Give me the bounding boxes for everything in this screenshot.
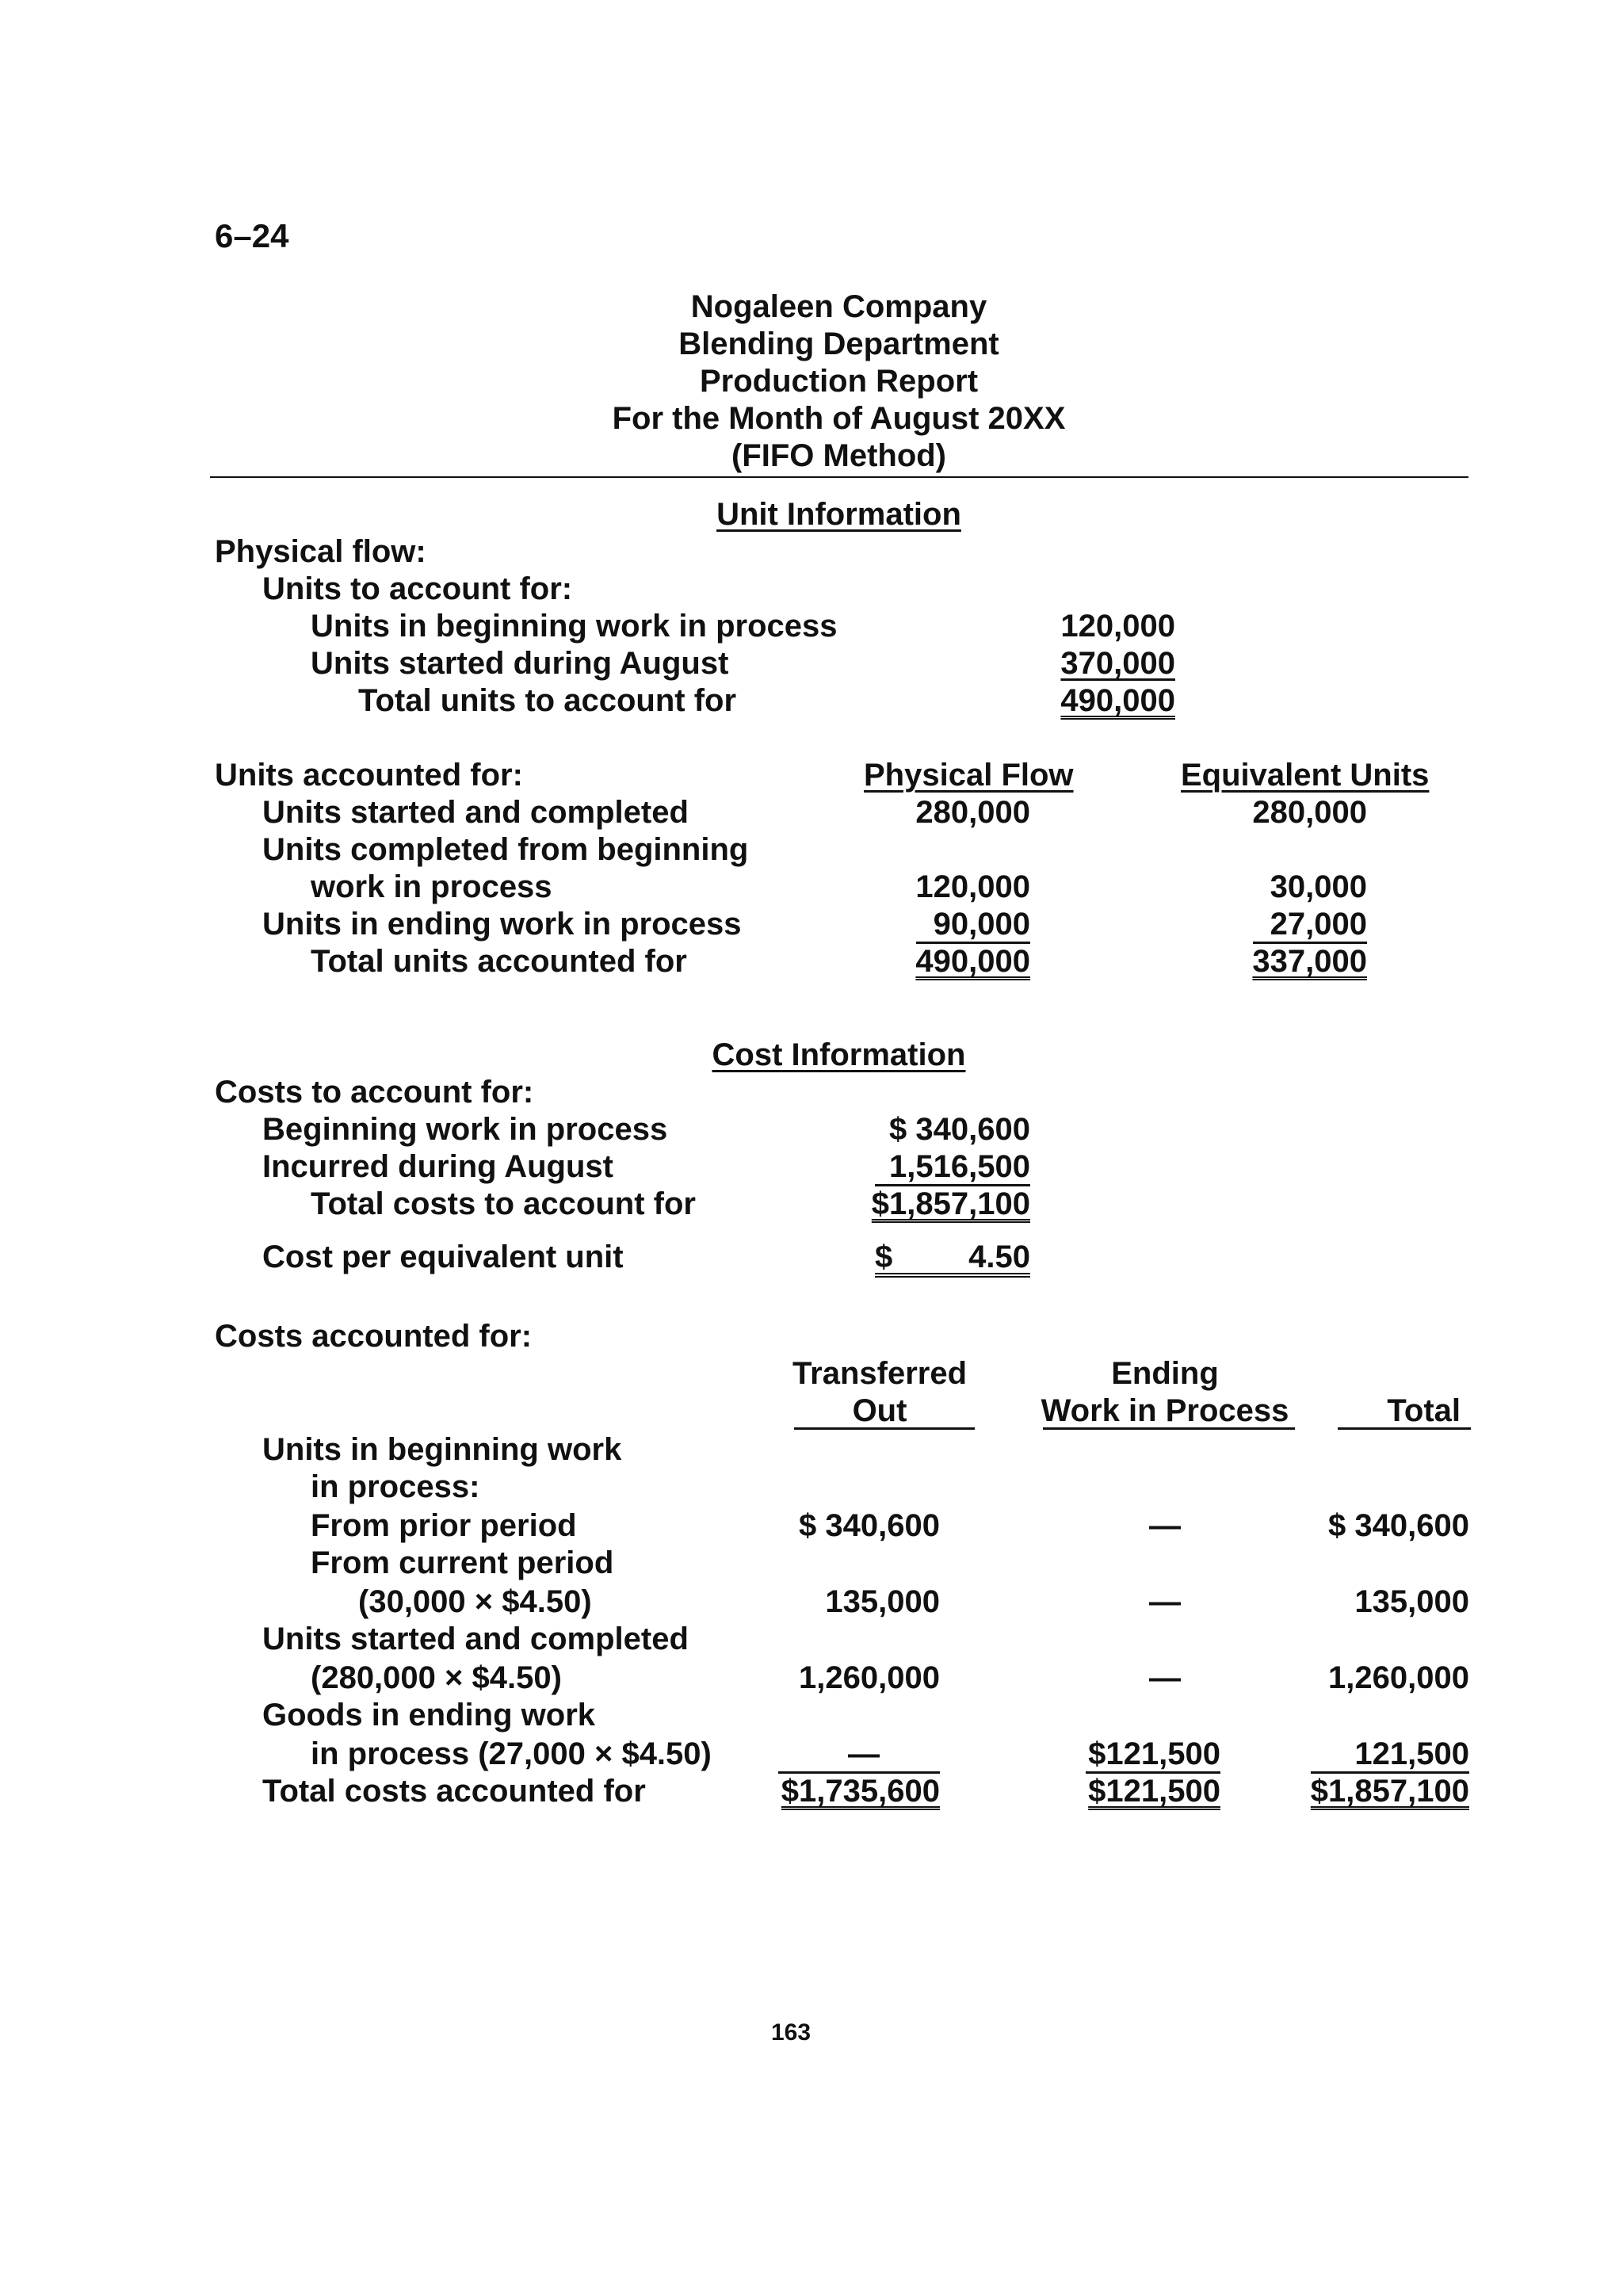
started-completed-cost-label: Units started and completed (262, 1622, 689, 1656)
ending-wip-units-physical: 90,000 (933, 907, 1030, 942)
current-period-calc: (30,000 × $4.50) (358, 1584, 592, 1619)
incurred-cost-value: 1,516,500 (889, 1149, 1030, 1184)
physical-flow-column-header: Physical Flow (864, 758, 1074, 793)
total-costs-to-account-label: Total costs to account for (311, 1186, 696, 1221)
ending-goods-ending: $121,500 (1088, 1736, 1220, 1771)
ending-wip-header: Ending (1111, 1356, 1219, 1391)
costs-to-account-label: Costs to account for: (215, 1075, 534, 1110)
started-completed-label: Units started and completed (262, 795, 689, 830)
company-name: Nogaleen Company (690, 289, 987, 324)
costs-accounted-label: Costs accounted for: (215, 1319, 533, 1354)
beginning-wip-cost-value: $ 340,600 (889, 1112, 1030, 1147)
completed-from-beginning-physical: 120,000 (915, 869, 1030, 904)
beginning-units-label: Units in beginning work (262, 1432, 622, 1467)
ending-goods-transferred: — (848, 1736, 880, 1771)
started-completed-ending: — (1149, 1660, 1181, 1695)
beginning-wip-value: 120,000 (1060, 609, 1175, 644)
started-completed-transferred: 1,260,000 (799, 1660, 940, 1695)
total-costs-accounted-label: Total costs accounted for (262, 1774, 646, 1809)
cost-per-eu-label: Cost per equivalent unit (262, 1240, 624, 1274)
total-costs-ending: $121,500 (1088, 1774, 1220, 1809)
physical-flow-label: Physical flow: (215, 534, 426, 569)
ending-wip-units-label: Units in ending work in process (262, 907, 742, 942)
report-method: (FIFO Method) (731, 438, 947, 473)
prior-period-label: From prior period (311, 1508, 577, 1543)
total-header: Total (1387, 1393, 1461, 1428)
equivalent-units-column-header: Equivalent Units (1181, 758, 1430, 793)
header-rule (210, 476, 1468, 478)
prior-period-ending: — (1149, 1508, 1181, 1543)
report-period: For the Month of August 20XX (612, 401, 1066, 436)
total-costs-transferred: $1,735,600 (781, 1774, 940, 1809)
transferred-out-header: Transferred (792, 1356, 968, 1391)
total-units-accounted-physical: 490,000 (915, 944, 1030, 979)
units-started-value: 370,000 (1060, 646, 1175, 681)
beginning-units-label-cont: in process: (311, 1469, 480, 1504)
prior-period-total: $ 340,600 (1328, 1508, 1469, 1543)
cost-per-eu-double-rule (875, 1273, 1030, 1278)
started-completed-physical: 280,000 (915, 795, 1030, 830)
ending-wip-header-cont: Work in Process (1041, 1393, 1289, 1428)
started-completed-cost-calc: (280,000 × $4.50) (311, 1660, 562, 1695)
current-period-total: 135,000 (1354, 1584, 1469, 1619)
problem-number: 6–24 (215, 217, 289, 254)
completed-from-beginning-label-cont: work in process (311, 869, 552, 904)
units-accounted-label: Units accounted for: (215, 758, 523, 793)
ending-goods-label: Goods in ending work (262, 1698, 595, 1733)
cost-per-eu-value: 4.50 (968, 1240, 1030, 1274)
ending-wip-units-equivalent: 27,000 (1270, 907, 1367, 942)
current-period-label: From current period (311, 1545, 614, 1580)
ending-goods-total: 121,500 (1354, 1736, 1469, 1771)
total-costs-to-account-value: $1,857,100 (871, 1186, 1030, 1221)
department-name: Blending Department (678, 327, 999, 361)
completed-from-beginning-label: Units completed from beginning (262, 832, 749, 867)
started-completed-equivalent: 280,000 (1252, 795, 1367, 830)
cost-per-eu-dollar: $ (875, 1240, 893, 1274)
units-to-account-label: Units to account for: (262, 571, 573, 606)
total-units-accounted-label: Total units accounted for (311, 944, 687, 979)
incurred-cost-label: Incurred during August (262, 1149, 613, 1184)
current-period-ending: — (1149, 1584, 1181, 1619)
total-units-accounted-equivalent: 337,000 (1252, 944, 1367, 979)
cost-info-heading: Cost Information (712, 1037, 966, 1072)
total-units-to-account-label: Total units to account for (358, 683, 737, 718)
ending-wip-header-rule (1043, 1427, 1295, 1430)
report-title: Production Report (699, 364, 979, 399)
total-header-rule (1338, 1427, 1471, 1430)
units-started-label: Units started during August (311, 646, 729, 681)
unit-info-heading: Unit Information (716, 497, 961, 532)
ending-goods-calc: in process (27,000 × $4.50) (311, 1736, 712, 1771)
completed-from-beginning-equivalent: 30,000 (1270, 869, 1367, 904)
started-completed-total: 1,260,000 (1328, 1660, 1469, 1695)
total-units-to-account-value: 490,000 (1060, 683, 1175, 718)
beginning-wip-label: Units in beginning work in process (311, 609, 838, 644)
page-number: 163 (770, 2019, 812, 2046)
beginning-wip-cost-label: Beginning work in process (262, 1112, 668, 1147)
transferred-out-header-rule (794, 1427, 975, 1430)
total-costs-total: $1,857,100 (1310, 1774, 1469, 1809)
current-period-transferred: 135,000 (825, 1584, 940, 1619)
prior-period-transferred: $ 340,600 (799, 1508, 940, 1543)
transferred-out-header-cont: Out (852, 1393, 907, 1428)
